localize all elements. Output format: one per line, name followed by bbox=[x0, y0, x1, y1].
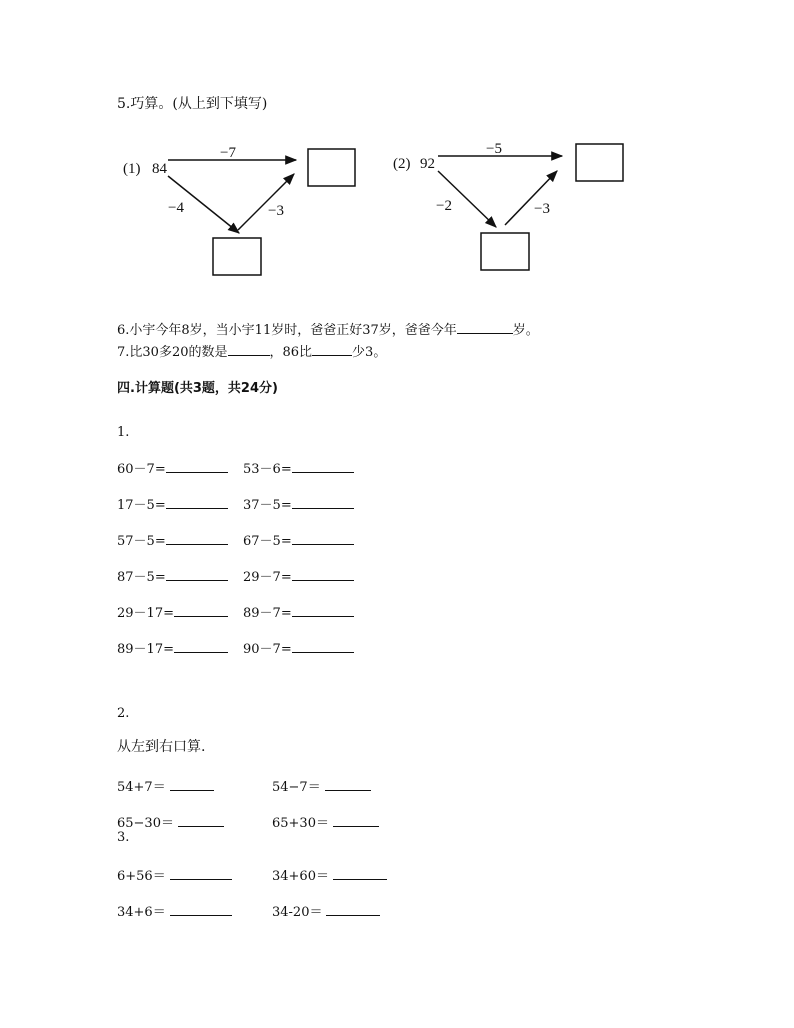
calc1-answer-blank[interactable] bbox=[174, 602, 228, 617]
q6 bbox=[117, 319, 539, 339]
calc1-expr: 37－5= bbox=[243, 498, 292, 513]
calc3-row bbox=[272, 865, 387, 885]
calc2-answer-blank[interactable] bbox=[333, 812, 379, 827]
calc1-expr: 90－7= bbox=[243, 642, 292, 657]
calc1-answer-blank[interactable] bbox=[174, 638, 228, 653]
calc2-answer-blank[interactable] bbox=[325, 776, 371, 791]
calc1-row bbox=[117, 602, 228, 622]
calc1-expr: 17－5= bbox=[117, 498, 166, 513]
q7-answer-blank-1[interactable] bbox=[228, 341, 270, 356]
calc1-answer-blank[interactable] bbox=[166, 566, 228, 581]
calc1-row bbox=[117, 638, 228, 658]
q7-part2: ，86比 bbox=[269, 345, 313, 360]
calc3-expr: 34-20＝ bbox=[272, 905, 323, 920]
calc2-row bbox=[117, 812, 224, 832]
calc1-answer-blank[interactable] bbox=[292, 494, 354, 509]
calc2-instruction: 从左到右口算. bbox=[117, 739, 206, 755]
section-4-heading: 四.计算题(共3题，共24分) bbox=[117, 381, 278, 396]
calc1-row bbox=[243, 638, 354, 658]
calc1-answer-blank[interactable] bbox=[292, 566, 354, 581]
calc1-answer-blank[interactable] bbox=[292, 638, 354, 653]
q6-text-end: 岁。 bbox=[512, 323, 539, 338]
diagram-1-label: (1) bbox=[123, 161, 141, 177]
diagram-1-answer-box-top[interactable] bbox=[308, 149, 355, 186]
calc3-answer-blank[interactable] bbox=[333, 865, 387, 880]
calc2-number: 2. bbox=[117, 706, 130, 721]
calc1-row bbox=[243, 458, 354, 478]
calc1-expr: 67－5= bbox=[243, 534, 292, 549]
calc1-row bbox=[243, 602, 354, 622]
calc2-expr: 54−7＝ bbox=[272, 780, 321, 795]
calc3-answer-blank[interactable] bbox=[326, 901, 380, 916]
calc1-number: 1. bbox=[117, 425, 130, 440]
calc1-expr: 57－5= bbox=[117, 534, 166, 549]
diagram-1-right-arrow bbox=[238, 174, 294, 230]
q7-answer-blank-2[interactable] bbox=[312, 341, 352, 356]
calc2-answer-blank[interactable] bbox=[178, 812, 224, 827]
diagram-2-answer-box-bottom[interactable] bbox=[481, 233, 529, 270]
calc1-row bbox=[243, 494, 354, 514]
calc1-row bbox=[117, 494, 228, 514]
diagram-2 bbox=[393, 141, 623, 270]
calc1-answer-blank[interactable] bbox=[292, 602, 354, 617]
calc2-row bbox=[272, 776, 371, 796]
calc1-answer-blank[interactable] bbox=[166, 494, 228, 509]
diagram-2-label: (2) bbox=[393, 156, 411, 172]
calc1-answer-blank[interactable] bbox=[292, 458, 354, 473]
calc2-answer-blank[interactable] bbox=[170, 776, 214, 791]
calc3-number: 3. bbox=[117, 830, 130, 845]
calc1-expr: 87－5= bbox=[117, 570, 166, 585]
diagram-1-right-op: −3 bbox=[268, 203, 284, 219]
calc2-expr: 65−30＝ bbox=[117, 816, 174, 831]
calc3-answer-blank[interactable] bbox=[170, 865, 232, 880]
diagram-1-left-op: −4 bbox=[168, 200, 184, 216]
diagram-2-left-op: −2 bbox=[436, 198, 452, 214]
calc2-row bbox=[117, 776, 214, 796]
calc1-expr: 60－7= bbox=[117, 462, 166, 477]
diagram-1 bbox=[123, 145, 355, 275]
calc1-expr: 29－7= bbox=[243, 570, 292, 585]
calc1-expr: 89－7= bbox=[243, 606, 292, 621]
calc3-expr: 34+60＝ bbox=[272, 869, 329, 884]
calc1-row bbox=[117, 458, 228, 478]
calc1-expr: 89－17= bbox=[117, 642, 174, 657]
calc2-row bbox=[272, 812, 379, 832]
diagram-2-top-op: −5 bbox=[486, 141, 502, 157]
calc1-row bbox=[117, 530, 228, 550]
q5-diagrams bbox=[110, 130, 670, 290]
calc3-answer-blank[interactable] bbox=[170, 901, 232, 916]
calc1-row bbox=[117, 566, 228, 586]
calc3-expr: 34+6＝ bbox=[117, 905, 166, 920]
q6-text: 6.小宇今年8岁，当小宇11岁时，爸爸正好37岁，爸爸今年 bbox=[117, 323, 457, 338]
calc2-expr: 65+30＝ bbox=[272, 816, 329, 831]
q7-part1: 7.比30多20的数是 bbox=[117, 345, 228, 360]
diagram-2-right-op: −3 bbox=[534, 201, 550, 217]
calc3-row bbox=[117, 901, 232, 921]
calc1-row bbox=[243, 530, 354, 550]
q7 bbox=[117, 341, 386, 361]
calc1-row bbox=[243, 566, 354, 586]
diagram-2-start: 92 bbox=[420, 156, 435, 172]
calc3-row bbox=[117, 865, 232, 885]
calc2-expr: 54+7＝ bbox=[117, 780, 166, 795]
q5-title: 5.巧算。(从上到下填写) bbox=[117, 96, 268, 112]
q6-answer-blank[interactable] bbox=[457, 319, 513, 334]
q7-part3: 少3。 bbox=[352, 345, 387, 360]
calc1-answer-blank[interactable] bbox=[292, 530, 354, 545]
diagram-1-answer-box-bottom[interactable] bbox=[213, 238, 261, 275]
diagram-1-top-op: −7 bbox=[220, 145, 236, 161]
calc3-row bbox=[272, 901, 380, 921]
calc1-expr: 29－17= bbox=[117, 606, 174, 621]
calc3-expr: 6+56＝ bbox=[117, 869, 166, 884]
calc1-answer-blank[interactable] bbox=[166, 530, 228, 545]
diagram-2-answer-box-top[interactable] bbox=[576, 144, 623, 181]
calc1-answer-blank[interactable] bbox=[166, 458, 228, 473]
calc1-expr: 53－6= bbox=[243, 462, 292, 477]
diagram-1-start: 84 bbox=[152, 161, 167, 177]
